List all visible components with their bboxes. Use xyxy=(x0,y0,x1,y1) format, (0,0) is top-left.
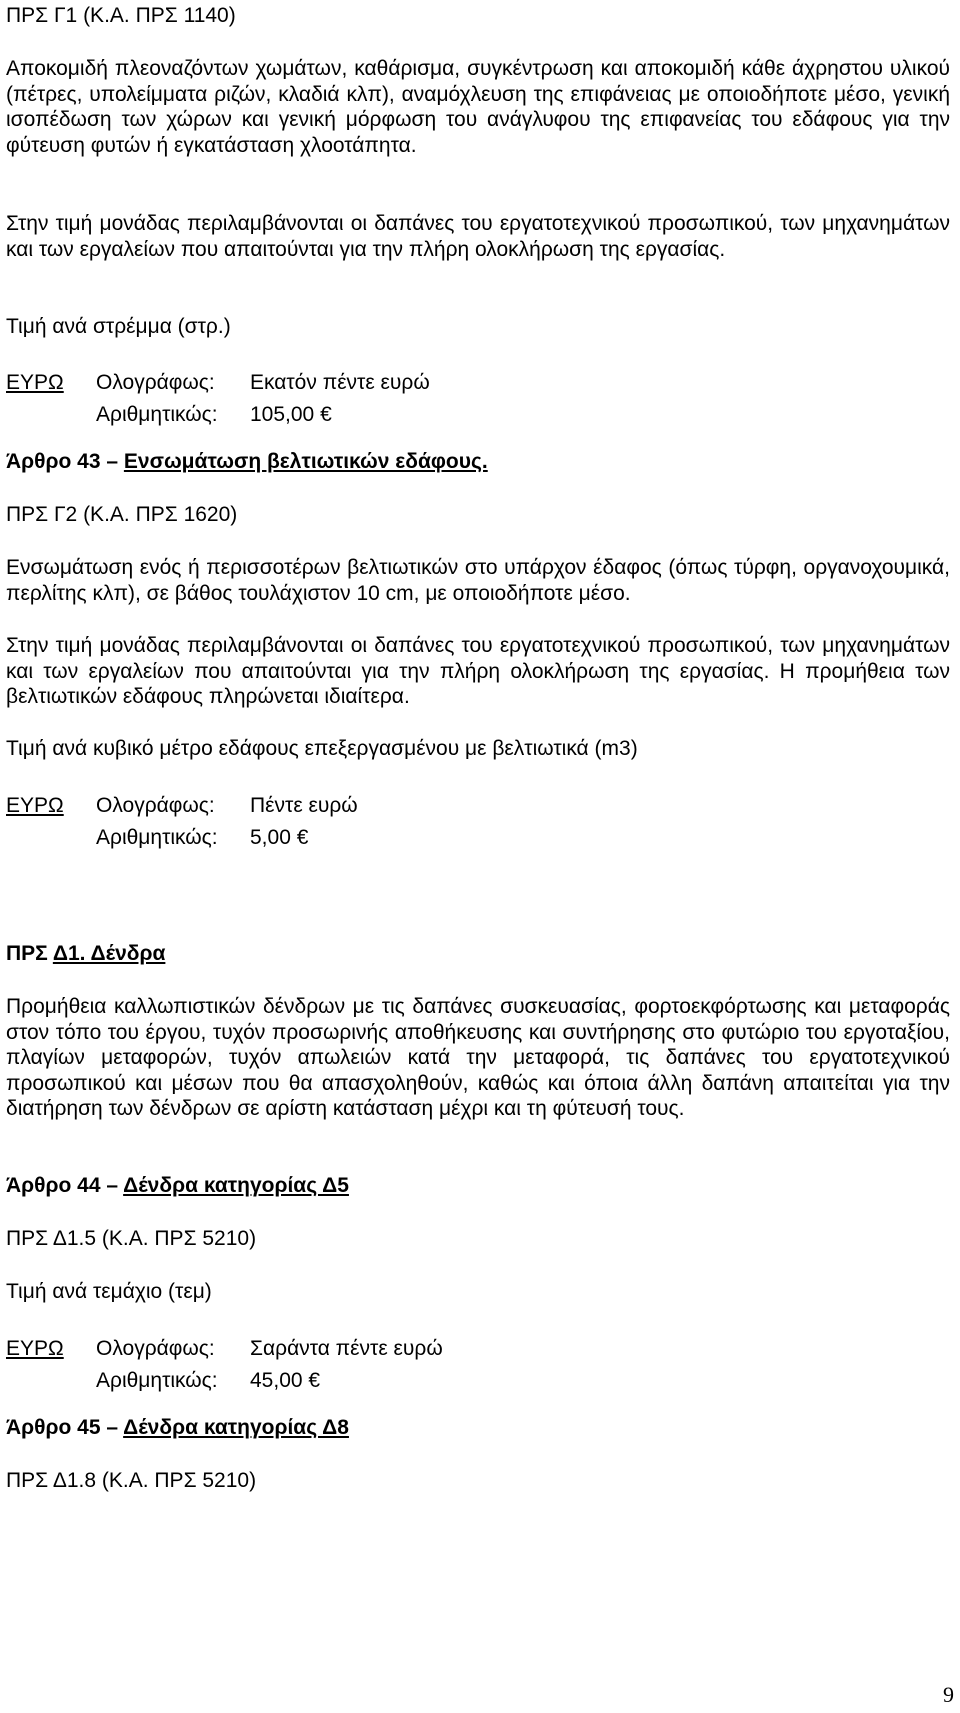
unit-of-measure: Τιμή ανά κυβικό μέτρο εδάφους επεξεργασμένου με βελτιωτικά (m3) xyxy=(6,737,638,760)
currency-label: ΕΥΡΩ xyxy=(6,1337,64,1360)
price-words-value: Σαράντα πέντε ευρώ xyxy=(250,1337,443,1360)
article-number: Άρθρο 43 – xyxy=(6,450,119,473)
section-code: ΠΡΣ Γ1 (Κ.Α. ΠΡΣ 1140) xyxy=(6,4,236,27)
article-title: Δένδρα κατηγορίας Δ8 xyxy=(123,1416,349,1439)
article-heading xyxy=(6,449,950,475)
section-prefix: ΠΡΣ xyxy=(6,942,48,965)
price-numeric-label: Αριθμητικώς: xyxy=(96,826,218,849)
article-heading xyxy=(6,1415,950,1441)
section-heading xyxy=(6,941,950,967)
price-words-label: Ολογράφως: xyxy=(96,1337,215,1360)
price-numeric-value: 105,00 € xyxy=(250,403,332,426)
currency-label: ΕΥΡΩ xyxy=(6,794,64,817)
price-words-value: Εκατόν πέντε ευρώ xyxy=(250,371,430,394)
price-numeric-value: 45,00 € xyxy=(250,1369,321,1392)
section-code: ΠΡΣ Δ1.8 (Κ.Α. ΠΡΣ 5210) xyxy=(6,1469,257,1492)
section-code: ΠΡΣ Δ1.5 (Κ.Α. ΠΡΣ 5210) xyxy=(6,1227,257,1250)
price-words-value: Πέντε ευρώ xyxy=(250,794,358,817)
article-heading xyxy=(6,1173,950,1199)
price-numeric-label: Αριθμητικώς: xyxy=(96,403,218,426)
unit-of-measure: Τιμή ανά στρέμμα (στρ.) xyxy=(6,315,231,338)
price-numeric-label: Αριθμητικώς: xyxy=(96,1369,218,1392)
section-title: Δ1. Δένδρα xyxy=(52,942,166,965)
price-words-label: Ολογράφως: xyxy=(96,371,215,394)
article-title: Δένδρα κατηγορίας Δ5 xyxy=(123,1174,349,1197)
section-description: Προμήθεια καλλωπιστικών δένδρων με τις δαπάνες συσκευασίας, φορτοεκφόρτωσης και μεταφοράς στον τόπο του έργου, τυχόν προσωρινής αποθήκευσης και συντήρησης στο φυτώριο του εργοταξίου, πλαγίων μεταφορών, τυχόν απωλειών κατά την μεταφορά, τις δαπάνες του εργατοτεχνικού προσωπικού και μέσων που θα απασχοληθούν, καθώς και όποια άλλη δαπάνη απαιτείται για την διατήρηση των δένδρων σε αρίστη κατάσταση μέχρι και τη φύτευσή τους. xyxy=(6,995,950,1120)
section-code: ΠΡΣ Γ2 (Κ.Α. ΠΡΣ 1620) xyxy=(6,503,238,526)
article-number: Άρθρο 45 – xyxy=(6,1416,119,1439)
price-note: Στην τιμή μονάδας περιλαμβάνονται οι δαπάνες του εργατοτεχνικού προσωπικού, των μηχανημάτων και των εργαλείων που απαιτούνται για την πλήρη ολοκλήρωση της εργασίας. xyxy=(6,212,950,261)
price-words-label: Ολογράφως: xyxy=(96,794,215,817)
article-title: Ενσωμάτωση βελτιωτικών εδάφους. xyxy=(123,450,488,473)
section-description: Αποκομιδή πλεοναζόντων χωμάτων, καθάρισμα, συγκέντρωση και αποκομιδή κάθε άχρηστου υλικού (πέτρες, υπολείμματα ριζών, κλαδιά κλπ), αναμόχλευση της επιφάνειας με οποιοδήποτε μέσο, γενική ισοπέδωση των χώρων και γενική μόρφωση του ανάγλυφου της επιφανείας του εδάφους για την φύτευση φυτών ή εγκατάσταση χλοοτάπητα. xyxy=(6,57,950,157)
unit-of-measure: Τιμή ανά τεμάχιο (τεμ) xyxy=(6,1280,212,1303)
article-number: Άρθρο 44 – xyxy=(6,1174,119,1197)
price-note: Στην τιμή μονάδας περιλαμβάνονται οι δαπάνες του εργατοτεχνικού προσωπικού, των μηχανημάτων και των εργαλείων που απαιτούνται για την πλήρη ολοκλήρωση της εργασίας. Η προμήθεια των βελτιωτικών εδάφους πληρώνεται ιδιαίτερα. xyxy=(6,634,950,708)
price-numeric-value: 5,00 € xyxy=(250,826,309,849)
currency-label: ΕΥΡΩ xyxy=(6,371,64,394)
section-description: Ενσωμάτωση ενός ή περισσοτέρων βελτιωτικών στο υπάρχον έδαφος (όπως τύρφη, οργανοχουμικά, περλίτης κλπ), σε βάθος τουλάχιστον 10 cm, με οποιοδήποτε μέσο. xyxy=(6,556,950,605)
page-number: 9 xyxy=(943,1682,954,1707)
